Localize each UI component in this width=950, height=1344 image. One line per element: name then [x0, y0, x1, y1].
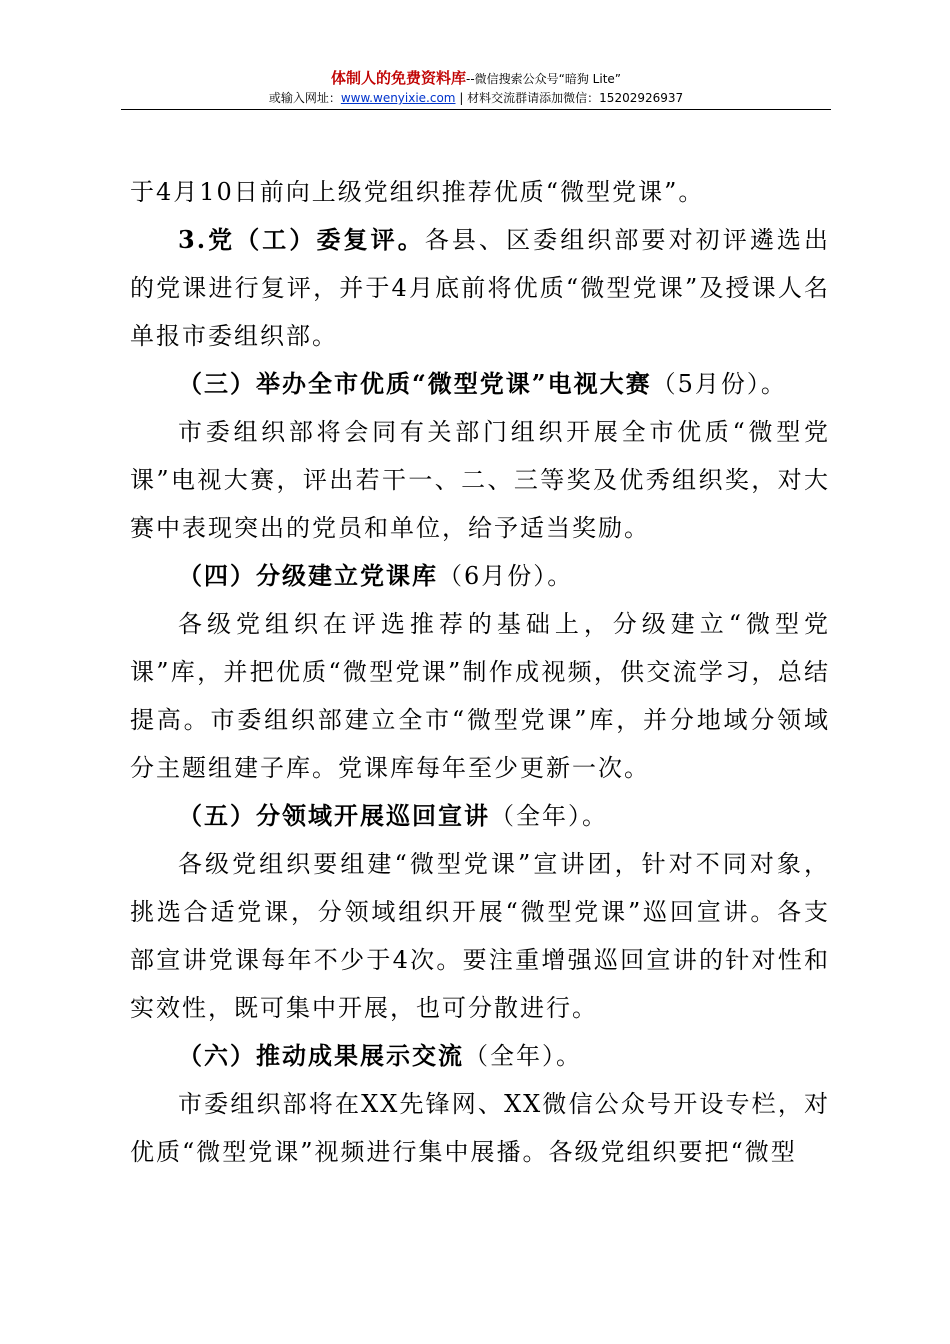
paragraph-text: 各县、区委组织部要对初评遴选出的党课进行复评，并于4月底前将优质“微型党课”及授课人名单报市委组织部。 [130, 226, 830, 350]
header-site-name: 体制人的免费资料库 [330, 69, 466, 87]
paragraph-heading: 3.党（工）委复评。 [178, 225, 425, 254]
paragraph [130, 408, 830, 552]
paragraph [130, 216, 830, 360]
paragraph-heading: （四）分级建立党课库 [178, 561, 438, 590]
paragraph [130, 1080, 830, 1176]
document-body [130, 168, 830, 1176]
paragraph-text: 市委组织部将会同有关部门组织开展全市优质“微型党课”电视大赛，评出若干一、二、三等奖及优秀组织奖，对大赛中表现突出的党员和单位，给予适当奖励。 [130, 418, 830, 542]
page-header [121, 68, 831, 107]
header-url-prefix: 或输入网址： [268, 91, 341, 105]
paragraph-heading: （五）分领域开展巡回宣讲 [178, 801, 490, 830]
paragraph-text: 市委组织部将在XX先锋网、XX微信公众号开设专栏，对优质“微型党课”视频进行集中展播。各级党组织要把“微型 [130, 1090, 830, 1166]
paragraph-heading: （三）举办全市优质“微型党课”电视大赛 [178, 369, 652, 398]
section-heading [130, 552, 830, 600]
paragraph-text: 于4月10日前向上级党组织推荐优质“微型党课”。 [130, 178, 705, 206]
header-url-link[interactable]: www.wenyixie.com [340, 91, 456, 105]
header-contact: | 材料交流群请添加微信：15202926937 [455, 91, 684, 105]
paragraph [130, 600, 830, 792]
paragraph [130, 840, 830, 1032]
section-heading [130, 1032, 830, 1080]
header-divider [121, 109, 831, 110]
header-line-2 [121, 89, 831, 107]
section-heading [130, 792, 830, 840]
paragraph-text: 各级党组织在评选推荐的基础上，分级建立“微型党课”库，并把优质“微型党课”制作成视频，供交流学习，总结提高。市委组织部建立全市“微型党课”库，并分地域分领域分主题组建子库。党课库每年至少更新一次。 [130, 610, 830, 782]
paragraph-text: （6月份）。 [438, 562, 574, 590]
header-line-1 [121, 68, 831, 89]
paragraph [130, 168, 830, 216]
paragraph-text: 各级党组织要组建“微型党课”宣讲团，针对不同对象，挑选合适党课，分领域组织开展“微型党课”巡回宣讲。各支部宣讲党课每年不少于4次。要注重增强巡回宣讲的针对性和实效性，既可集中开展，也可分散进行。 [130, 850, 830, 1022]
paragraph-text: （5月份）。 [651, 370, 787, 398]
header-promo: --微信搜索公众号“暗狗 Lite” [465, 72, 622, 86]
paragraph-text: （全年）。 [490, 802, 608, 830]
section-heading [130, 360, 830, 408]
paragraph-text: （全年）。 [464, 1042, 582, 1070]
paragraph-heading: （六）推动成果展示交流 [178, 1041, 464, 1070]
